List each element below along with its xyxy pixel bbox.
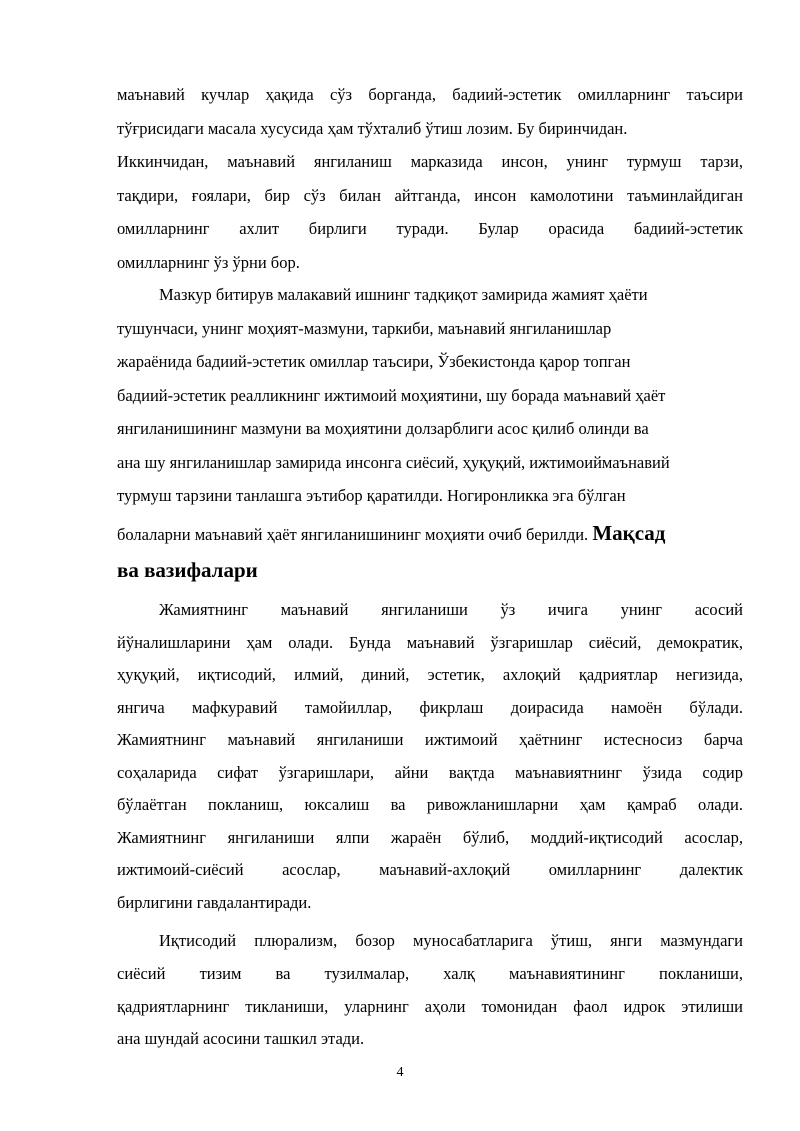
text-line: жараёнида бадиий-эстетик омиллар таъсири, Ўзбекистонда қарор топган [117, 352, 631, 371]
text-line: тўғрисидаги масала хусусида ҳам тўхталиб ўтиш лозим. Бу биринчидан. [117, 118, 628, 138]
text-line: соҳаларида сифат ўзгаришлари, айни вақтда маънавиятнинг ўзида содир [117, 762, 743, 782]
paragraph-1 [117, 78, 743, 280]
text-line: ижтимоий-сиёсий асослар, маънавий-ахлоқий омилларнинг далектик [117, 860, 743, 879]
text-line: Мазкур битирув малакавий ишнинг тадқиқот замирида жамият ҳаёти [159, 285, 648, 304]
text-line: йўналишларини ҳам олади. Бунда маънавий ўзгаришлар сиёсий, демократик, [117, 632, 743, 652]
text-line: бадиий-эстетик реалликнинг ижтимоий моҳиятини, шу борада маънавий ҳаёт [117, 385, 666, 405]
text-fragment: болаларни маънавий ҳаёт янгиланишининг моҳияти очиб берилди. [117, 524, 589, 544]
text-line: бирлигини гавдалантиради. [117, 892, 312, 912]
page-number: 4 [396, 1065, 404, 1080]
text-line: янгича мафкуравий тамойиллар, фикрлаш доирасида намоён бўлади. [117, 697, 743, 717]
text-line: Жамиятнинг маънавий янгиланиши ижтимоий ҳаётнинг истесносиз барча [117, 730, 743, 749]
text-line: сиёсий тизим ва тузилмалар, халқ маънавиятининг покланиши, [117, 963, 743, 983]
text-line: турмуш тарзини танлашга эътибор қаратилди. Ногиронликка эга бўлган [117, 486, 626, 505]
paragraph-2 [117, 278, 743, 587]
text-line: Жамиятнинг маънавий янгиланиши ўз ичига унинг асосий [159, 600, 743, 619]
section-heading-part-2: ва вазифалари [117, 557, 258, 582]
text-line: қадриятларнинг тикланиши, уларнинг аҳоли томонидан фаол идрок этилиши [117, 996, 743, 1016]
text-line: Жамиятнинг янгиланиши ялпи жараён бўлиб, моддий-иқтисодий асослар, [117, 827, 743, 847]
paragraph-3 [117, 594, 743, 919]
text-line: тушунчаси, унинг моҳият-мазмуни, таркиби, маънавий янгиланишлар [117, 318, 612, 338]
section-heading-part-1: Мақсад [592, 520, 666, 545]
text-line: Иқтисодий плюрализм, бозор муносабатларига ўтиш, янги мазмундаги [159, 931, 743, 950]
text-line: ҳуқуқий, иқтисодий, илмий, диний, эстетик, ахлоқий қадриятлар негизида, [117, 665, 743, 684]
text-line: тақдири, ғоялари, бир сўз билан айтганда, инсон камолотини таъминлайдиган [117, 185, 743, 205]
text-line: омилларнинг ахлит бирлиги туради. Булар орасида бадиий-эстетик [117, 219, 743, 239]
paragraph-4 [117, 925, 743, 1056]
text-line: омилларнинг ўз ўрни бор. [117, 252, 300, 272]
text-line: ана шу янгиланишлар замирида инсонга сиёсий, ҳуқуқий, ижтимоиймаънавий [117, 452, 670, 472]
text-line: маънавий кучлар ҳақида сўз борганда, бадиий-эстетик омилларнинг таъсири [117, 85, 743, 104]
text-line: янгиланишининг мазмуни ва моҳиятини долзарблиги асос қилиб олинди ва [117, 419, 649, 438]
text-line: ана шундай асосини ташкил этади. [117, 1029, 365, 1049]
text-line-with-heading [117, 513, 743, 553]
text-line: бўлаётган покланиш, юксалиш ва ривожланишларни ҳам қамраб олади. [117, 795, 743, 814]
text-line: Иккинчидан, маънавий янгиланиш марказида инсон, унинг турмуш тарзи, [117, 152, 743, 172]
